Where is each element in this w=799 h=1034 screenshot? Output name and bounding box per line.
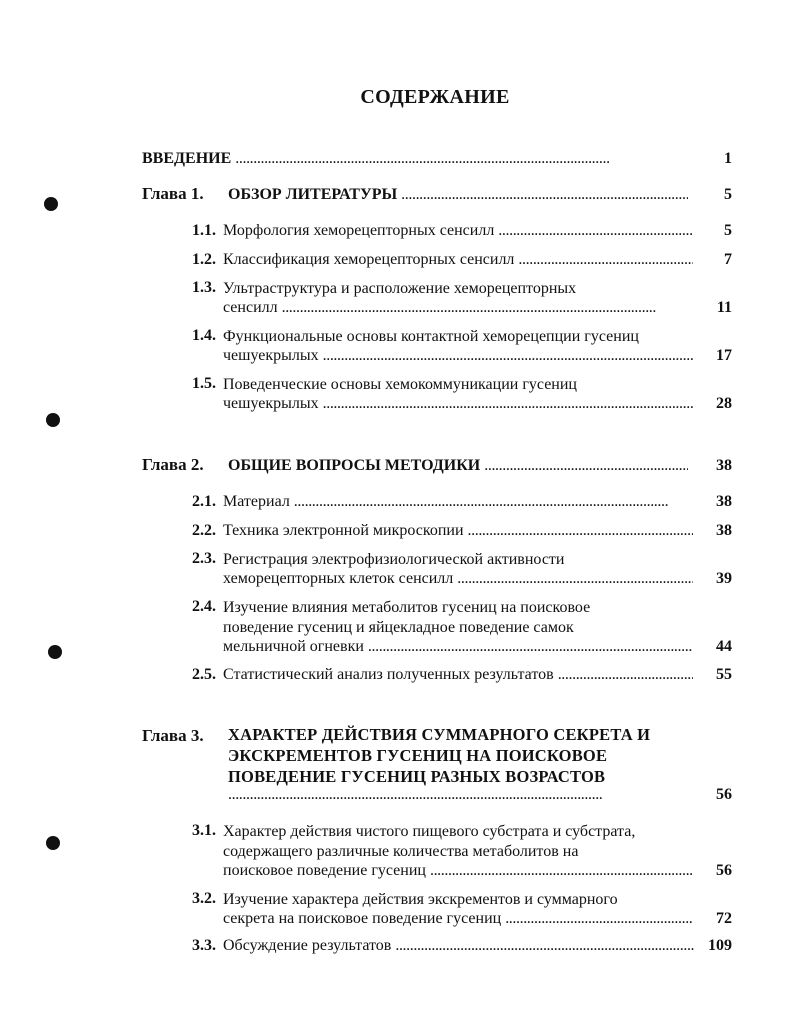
dot-leader	[282, 299, 693, 317]
chapter-label: Глава 1.	[142, 184, 204, 203]
binding-hole-mark	[46, 836, 60, 850]
toc-entry-section[interactable]	[223, 395, 693, 413]
dot-leader	[323, 347, 693, 365]
section-number: 1.3.	[192, 279, 216, 296]
chapter-title: ОБЩИЕ ВОПРОСЫ МЕТОДИКИ	[228, 457, 481, 474]
page-number: 72	[716, 910, 732, 927]
toc-entry-section[interactable]	[223, 666, 693, 684]
section-number: 2.1.	[192, 493, 216, 510]
section-title-line: мельничной огневки	[223, 638, 364, 655]
toc-entry-section[interactable]	[223, 638, 693, 656]
page-number: 28	[716, 395, 732, 412]
page-number: 1	[724, 150, 732, 167]
toc-entry-section[interactable]	[223, 251, 693, 269]
section-title-line: Ультраструктура и расположение хеморецепторных	[223, 280, 577, 297]
section-number: 2.4.	[192, 598, 216, 615]
section-title-line: сенсилл	[223, 299, 278, 316]
chapter-label: Глава 2.	[142, 455, 204, 474]
binding-hole-mark	[44, 197, 58, 211]
page-number: 7	[724, 251, 732, 268]
dot-leader	[468, 522, 693, 540]
dot-leader	[505, 910, 693, 928]
dot-leader	[368, 638, 693, 656]
section-title-line: Изучение характера действия экскрементов и суммарного	[223, 891, 618, 908]
page-number: 39	[716, 570, 732, 587]
section-title-line: Изучение влияния метаболитов гусениц на поисковое	[223, 599, 591, 616]
section-number: 1.4.	[192, 327, 216, 344]
chapter-title-line: ПОВЕДЕНИЕ ГУСЕНИЦ РАЗНЫХ ВОЗРАСТОВ	[228, 767, 606, 786]
chapter-title: ОБЗОР ЛИТЕРАТУРЫ	[228, 186, 398, 203]
toc-entry-chapter-3[interactable]	[228, 786, 688, 804]
toc-entry-section[interactable]	[223, 347, 693, 365]
section-title-line: Материал	[223, 493, 290, 510]
section-title-line: секрета на поисковое поведение гусениц	[223, 910, 502, 927]
toc-entry-section[interactable]	[223, 493, 693, 511]
binding-hole-mark	[46, 413, 60, 427]
section-number: 3.1.	[192, 822, 216, 839]
page-number: 11	[716, 299, 732, 316]
dot-leader	[430, 862, 693, 880]
toc-entry-section[interactable]	[223, 937, 695, 955]
chapter-title-line: ХАРАКТЕР ДЕЙСТВИЯ СУММАРНОГО СЕКРЕТА И	[228, 725, 651, 744]
page-number: 38	[716, 522, 732, 539]
entry-label: ВВЕДЕНИЕ	[142, 150, 232, 167]
toc-entry-section[interactable]	[223, 299, 693, 317]
page-number: 56	[716, 862, 732, 879]
section-title-line: Техника электронной микроскопии	[223, 522, 464, 539]
chapter-label: Глава 3.	[142, 726, 204, 745]
section-title-line: Морфология хеморецепторных сенсилл	[223, 222, 495, 239]
toc-entry-chapter-2[interactable]	[228, 457, 688, 475]
page-number: 17	[716, 347, 732, 364]
section-title-line: поисковое поведение гусениц	[223, 862, 426, 879]
page-number: 56	[716, 786, 732, 803]
dot-leader	[395, 937, 695, 955]
section-title-line: содержащего различные количества метаболитов на	[223, 843, 579, 860]
chapter-title-line: ЭКСКРЕМЕНТОВ ГУСЕНИЦ НА ПОИСКОВОЕ	[228, 746, 608, 765]
dot-leader	[558, 666, 693, 684]
page-number: 109	[708, 937, 732, 954]
section-title-line: Функциональные основы контактной хеморецепции гусениц	[223, 328, 639, 345]
dot-leader	[498, 222, 693, 240]
dot-leader	[235, 150, 690, 168]
dot-leader	[401, 186, 688, 204]
section-number: 3.2.	[192, 890, 216, 907]
page-number: 5	[724, 222, 732, 239]
toc-entry-section[interactable]	[223, 570, 693, 588]
section-number: 1.1.	[192, 222, 216, 239]
section-title-line: Статистический анализ полученных результатов	[223, 666, 554, 683]
section-title-line: хеморецепторных клеток сенсилл	[223, 570, 454, 587]
section-number: 2.5.	[192, 666, 216, 683]
section-title-line: Обсуждение результатов	[223, 937, 392, 954]
dot-leader	[457, 570, 693, 588]
page-number: 44	[716, 638, 732, 655]
dot-leader	[323, 395, 693, 413]
section-title-line: Характер действия чистого пищевого субстрата и субстрата,	[223, 823, 636, 840]
toc-entry-section[interactable]	[223, 222, 693, 240]
dot-leader	[518, 251, 693, 269]
dot-leader	[294, 493, 693, 511]
section-number: 1.5.	[192, 375, 216, 392]
toc-entry-section[interactable]	[223, 862, 693, 880]
page-title: СОДЕРЖАНИЕ	[360, 86, 510, 108]
section-number: 1.2.	[192, 251, 216, 268]
page-number: 38	[716, 457, 732, 474]
section-title-line: Регистрация электрофизиологической активности	[223, 551, 565, 568]
section-title-line: Классификация хеморецепторных сенсилл	[223, 251, 515, 268]
dot-leader	[484, 457, 688, 475]
page-number: 55	[716, 666, 732, 683]
page-number: 38	[716, 493, 732, 510]
dot-leader	[228, 786, 688, 804]
toc-entry-intro[interactable]	[142, 150, 690, 168]
toc-entry-section[interactable]	[223, 522, 693, 540]
section-number: 2.2.	[192, 522, 216, 539]
section-title-line: Поведенческие основы хемокоммуникации гусениц	[223, 376, 577, 393]
binding-hole-mark	[48, 645, 62, 659]
section-number: 2.3.	[192, 550, 216, 567]
section-title-line: чешуекрылых	[223, 347, 319, 364]
section-number: 3.3.	[192, 937, 216, 954]
section-title-line: поведение гусениц и яйцекладное поведение самок	[223, 619, 574, 636]
section-title-line: чешуекрылых	[223, 395, 319, 412]
toc-entry-chapter-1[interactable]	[228, 186, 688, 204]
toc-entry-section[interactable]	[223, 910, 693, 928]
page-number: 5	[724, 186, 732, 203]
